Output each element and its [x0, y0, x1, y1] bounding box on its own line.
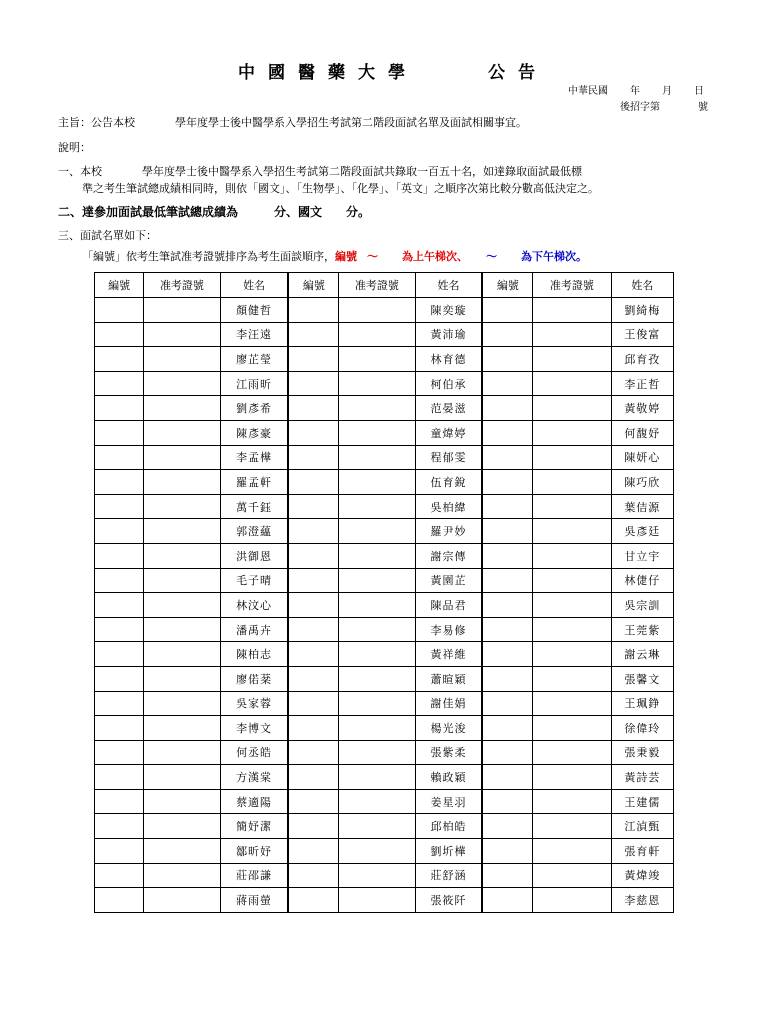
student-name-cell: 甘立宇	[611, 543, 673, 568]
number-cell	[95, 298, 144, 323]
exam-id-cell	[339, 298, 415, 323]
exam-id-cell	[533, 298, 611, 323]
student-name-cell: 陳柏志	[220, 642, 288, 667]
student-name-cell: 廖芷瑩	[220, 347, 288, 372]
number-cell	[482, 519, 532, 544]
exam-id-cell	[339, 445, 415, 470]
number-cell	[95, 888, 144, 913]
student-name-cell: 黃詩芸	[611, 765, 673, 790]
number-cell	[482, 543, 532, 568]
student-name-cell: 謝宗傳	[415, 543, 482, 568]
number-cell	[288, 543, 338, 568]
exam-id-cell	[339, 814, 415, 839]
number-cell	[482, 765, 532, 790]
number-cell	[95, 568, 144, 593]
table-row	[95, 420, 674, 445]
student-name-cell: 吳柏緯	[415, 494, 482, 519]
exam-id-cell	[339, 691, 415, 716]
exam-id-cell	[339, 396, 415, 421]
student-name-cell: 莊舒涵	[415, 863, 482, 888]
exam-id-cell	[533, 519, 611, 544]
student-name-cell: 徐偉玲	[611, 716, 673, 741]
student-name-cell: 何馥妤	[611, 420, 673, 445]
number-cell	[482, 593, 532, 618]
student-name-cell: 王建儒	[611, 789, 673, 814]
number-cell	[482, 420, 532, 445]
table-row	[95, 789, 674, 814]
student-name-cell: 江雨昕	[220, 371, 288, 396]
student-name-cell: 林汶心	[220, 593, 288, 618]
table-row	[95, 543, 674, 568]
exam-id-cell	[144, 298, 220, 323]
student-name-cell: 賴政穎	[415, 765, 482, 790]
exam-id-cell	[533, 789, 611, 814]
number-cell	[288, 445, 338, 470]
student-name-cell: 張秉毅	[611, 740, 673, 765]
university-title: 中國醫藥大學	[238, 63, 418, 83]
exam-id-cell	[339, 568, 415, 593]
student-name-cell: 張筱阡	[415, 888, 482, 913]
number-cell	[95, 765, 144, 790]
exam-id-cell	[339, 888, 415, 913]
student-name-cell: 林倢仔	[611, 568, 673, 593]
exam-id-cell	[533, 593, 611, 618]
exam-id-cell	[144, 642, 220, 667]
exam-id-cell	[339, 420, 415, 445]
exam-id-cell	[533, 617, 611, 642]
number-cell	[95, 420, 144, 445]
student-name-cell: 陳妍心	[611, 445, 673, 470]
number-cell	[288, 420, 338, 445]
exam-id-cell	[533, 470, 611, 495]
student-name-cell: 劉圻樺	[415, 839, 482, 864]
header-number-1: 編號	[95, 273, 144, 298]
student-name-cell: 廖偌棻	[220, 666, 288, 691]
table-row	[95, 593, 674, 618]
table-row	[95, 568, 674, 593]
student-name-cell: 柯伯承	[415, 371, 482, 396]
exam-id-cell	[339, 617, 415, 642]
student-name-cell: 毛子晴	[220, 568, 288, 593]
exam-id-cell	[533, 420, 611, 445]
number-cell	[482, 863, 532, 888]
exam-id-cell	[144, 347, 220, 372]
number-cell	[288, 519, 338, 544]
header-name-3: 姓名	[611, 273, 673, 298]
number-cell	[95, 716, 144, 741]
subject-prefix: 主旨：公告本校	[58, 116, 135, 129]
table-row	[95, 888, 674, 913]
exam-id-cell	[144, 839, 220, 864]
number-cell	[482, 470, 532, 495]
table-row	[95, 691, 674, 716]
exam-id-cell	[339, 494, 415, 519]
table-header-row	[95, 273, 674, 298]
date-day: 日	[694, 86, 704, 97]
number-cell	[288, 617, 338, 642]
student-name-cell: 江湞甄	[611, 814, 673, 839]
student-name-cell: 張育軒	[611, 839, 673, 864]
exam-id-cell	[144, 888, 220, 913]
number-cell	[482, 371, 532, 396]
student-name-cell: 張紫柔	[415, 740, 482, 765]
morning-session: 為上午梯次、	[402, 250, 468, 263]
student-name-cell: 郭澄蘊	[220, 519, 288, 544]
number-cell	[482, 666, 532, 691]
item2-b: 分、國文	[274, 205, 323, 219]
student-name-cell: 鄒昕妤	[220, 839, 288, 864]
exam-id-cell	[533, 691, 611, 716]
student-name-cell: 陳彥豪	[220, 420, 288, 445]
number-cell	[482, 789, 532, 814]
exam-id-cell	[339, 716, 415, 741]
header-number-3: 編號	[482, 273, 532, 298]
number-cell	[95, 789, 144, 814]
number-cell	[288, 888, 338, 913]
exam-id-cell	[144, 445, 220, 470]
exam-id-cell	[144, 543, 220, 568]
order-note: 「編號」依考生筆試准考證號排序為考生面談順序，	[82, 250, 335, 263]
table-row	[95, 716, 674, 741]
number-cell	[482, 716, 532, 741]
afternoon-session: 為下午梯次。	[521, 250, 587, 263]
number-cell	[482, 396, 532, 421]
exam-id-cell	[144, 765, 220, 790]
number-cell	[482, 691, 532, 716]
exam-id-cell	[533, 740, 611, 765]
student-name-cell: 潘禹卉	[220, 617, 288, 642]
number-cell	[288, 347, 338, 372]
table-row	[95, 617, 674, 642]
number-cell	[95, 494, 144, 519]
number-cell	[288, 642, 338, 667]
student-name-cell: 謝云琳	[611, 642, 673, 667]
exam-id-cell	[533, 543, 611, 568]
exam-id-cell	[339, 789, 415, 814]
student-name-cell: 葉佶源	[611, 494, 673, 519]
exam-id-cell	[144, 470, 220, 495]
document-number	[620, 98, 708, 113]
student-name-cell: 伍育銳	[415, 470, 482, 495]
roster-body	[95, 298, 674, 913]
number-cell	[482, 814, 532, 839]
table-row	[95, 666, 674, 691]
number-cell	[288, 322, 338, 347]
order-note-line	[82, 248, 587, 264]
number-cell	[95, 863, 144, 888]
student-name-cell: 王珮錚	[611, 691, 673, 716]
student-name-cell: 李孟樺	[220, 445, 288, 470]
exam-id-cell	[144, 691, 220, 716]
table-row	[95, 347, 674, 372]
exam-id-cell	[533, 568, 611, 593]
exam-id-cell	[144, 814, 220, 839]
number-cell	[95, 470, 144, 495]
number-cell	[95, 642, 144, 667]
student-name-cell: 程郁雯	[415, 445, 482, 470]
student-name-cell: 黃園芷	[415, 568, 482, 593]
student-name-cell: 何丞皓	[220, 740, 288, 765]
item2-a: 二、達參加面試最低筆試總成績為	[58, 205, 239, 219]
student-name-cell: 陳巧欣	[611, 470, 673, 495]
number-cell	[95, 839, 144, 864]
exam-id-cell	[339, 863, 415, 888]
exam-id-cell	[533, 863, 611, 888]
table-row	[95, 519, 674, 544]
student-name-cell: 蔣雨螢	[220, 888, 288, 913]
exam-id-cell	[533, 347, 611, 372]
number-cell	[95, 347, 144, 372]
exam-id-cell	[339, 765, 415, 790]
item-2	[58, 203, 370, 220]
doc-no-prefix: 後招字第	[620, 102, 660, 113]
student-name-cell: 范晏滋	[415, 396, 482, 421]
number-cell	[95, 445, 144, 470]
number-cell	[95, 691, 144, 716]
number-cell	[95, 740, 144, 765]
number-cell	[288, 593, 338, 618]
student-name-cell: 楊光浚	[415, 716, 482, 741]
exam-id-cell	[533, 494, 611, 519]
exam-id-cell	[533, 765, 611, 790]
subject-text: 學年度學士後中醫學系入學招生考試第二階段面試名單及面試相關事宜。	[175, 116, 527, 129]
student-name-cell: 王莞紫	[611, 617, 673, 642]
header-number-2: 編號	[288, 273, 338, 298]
exam-id-cell	[533, 642, 611, 667]
table-row	[95, 863, 674, 888]
announcement-title: 公告	[488, 63, 548, 83]
date-era: 中華民國	[568, 86, 608, 97]
header-name-1: 姓名	[220, 273, 288, 298]
number-cell	[482, 740, 532, 765]
student-name-cell: 萬千鈺	[220, 494, 288, 519]
exam-id-cell	[339, 543, 415, 568]
student-name-cell: 李慈恩	[611, 888, 673, 913]
student-name-cell: 李汪遠	[220, 322, 288, 347]
table-row	[95, 839, 674, 864]
student-name-cell: 羅孟軒	[220, 470, 288, 495]
number-cell	[288, 765, 338, 790]
exam-id-cell	[144, 420, 220, 445]
number-cell	[482, 642, 532, 667]
exam-id-cell	[144, 494, 220, 519]
number-cell	[288, 371, 338, 396]
morning-tilde: ～	[367, 250, 378, 263]
item-3: 三、面試名單如下：	[58, 229, 157, 242]
number-cell	[288, 814, 338, 839]
exam-id-cell	[144, 666, 220, 691]
number-cell	[288, 691, 338, 716]
exam-id-cell	[339, 593, 415, 618]
number-cell	[288, 298, 338, 323]
explain-label: 說明：	[58, 141, 91, 154]
exam-id-cell	[144, 716, 220, 741]
student-name-cell: 吳宗訓	[611, 593, 673, 618]
student-name-cell: 顏健哲	[220, 298, 288, 323]
exam-id-cell	[144, 396, 220, 421]
exam-id-cell	[533, 396, 611, 421]
student-name-cell: 劉彥希	[220, 396, 288, 421]
table-row	[95, 371, 674, 396]
exam-id-cell	[144, 740, 220, 765]
table-row	[95, 322, 674, 347]
number-cell	[95, 519, 144, 544]
exam-id-cell	[144, 371, 220, 396]
doc-no-suffix: 號	[698, 102, 708, 113]
exam-id-cell	[533, 371, 611, 396]
item-1-continued: 準之考生筆試總成績相同時，則依「國文」、「生物學」、「化學」、「英文」之順序次第比較分數高低決定之。	[82, 182, 599, 195]
exam-id-cell	[339, 371, 415, 396]
exam-id-cell	[533, 322, 611, 347]
student-name-cell: 黃敬婷	[611, 396, 673, 421]
student-name-cell: 張馨文	[611, 666, 673, 691]
student-name-cell: 簡妤潔	[220, 814, 288, 839]
student-name-cell: 李易修	[415, 617, 482, 642]
exam-id-cell	[533, 814, 611, 839]
student-name-cell: 吳彥廷	[611, 519, 673, 544]
student-name-cell: 黃煒竣	[611, 863, 673, 888]
table-row	[95, 396, 674, 421]
number-cell	[482, 298, 532, 323]
table-row	[95, 494, 674, 519]
exam-id-cell	[533, 839, 611, 864]
exam-id-cell	[144, 519, 220, 544]
header-exam-id-3: 准考證號	[533, 273, 611, 298]
exam-id-cell	[339, 470, 415, 495]
student-name-cell: 陳奕璇	[415, 298, 482, 323]
number-cell	[482, 617, 532, 642]
number-cell	[95, 371, 144, 396]
number-cell	[95, 617, 144, 642]
table-row	[95, 445, 674, 470]
student-name-cell: 黃沛瑜	[415, 322, 482, 347]
exam-id-cell	[144, 863, 220, 888]
number-cell	[288, 470, 338, 495]
student-name-cell: 邱育孜	[611, 347, 673, 372]
student-name-cell: 謝佳娟	[415, 691, 482, 716]
exam-id-cell	[533, 666, 611, 691]
header-exam-id-2: 准考證號	[339, 273, 415, 298]
student-name-cell: 吳家蓉	[220, 691, 288, 716]
student-name-cell: 蔡適陽	[220, 789, 288, 814]
morning-label: 編號	[335, 250, 357, 263]
number-cell	[482, 568, 532, 593]
number-cell	[95, 666, 144, 691]
student-name-cell: 劉綺梅	[611, 298, 673, 323]
student-name-cell: 洪御恩	[220, 543, 288, 568]
exam-id-cell	[144, 593, 220, 618]
afternoon-tilde: ～	[486, 250, 497, 263]
table-row	[95, 814, 674, 839]
student-name-cell: 童煒婷	[415, 420, 482, 445]
number-cell	[288, 863, 338, 888]
table-row	[95, 765, 674, 790]
number-cell	[482, 347, 532, 372]
exam-id-cell	[533, 716, 611, 741]
exam-id-cell	[144, 789, 220, 814]
student-name-cell: 陳品君	[415, 593, 482, 618]
student-name-cell: 王俊富	[611, 322, 673, 347]
student-name-cell: 李正哲	[611, 371, 673, 396]
exam-id-cell	[339, 347, 415, 372]
header-exam-id-1: 准考證號	[144, 273, 220, 298]
number-cell	[482, 445, 532, 470]
student-name-cell: 蕭暄穎	[415, 666, 482, 691]
interview-roster-table	[94, 272, 674, 913]
exam-id-cell	[144, 617, 220, 642]
item1-text: 學年度學士後中醫學系入學招生考試第二階段面試共錄取一百五十名，如達錄取面試最低標	[142, 165, 582, 178]
number-cell	[482, 839, 532, 864]
number-cell	[482, 494, 532, 519]
date-year: 年	[630, 86, 640, 97]
number-cell	[288, 740, 338, 765]
number-cell	[95, 814, 144, 839]
number-cell	[288, 666, 338, 691]
date-month: 月	[662, 86, 672, 97]
exam-id-cell	[339, 642, 415, 667]
exam-id-cell	[339, 839, 415, 864]
header-name-2: 姓名	[415, 273, 482, 298]
item2-c: 分。	[346, 205, 371, 219]
number-cell	[95, 322, 144, 347]
number-cell	[482, 322, 532, 347]
table-row	[95, 642, 674, 667]
student-name-cell: 羅尹妙	[415, 519, 482, 544]
table-row	[95, 470, 674, 495]
number-cell	[95, 593, 144, 618]
student-name-cell: 姜星羽	[415, 789, 482, 814]
item1-prefix: 一、本校	[58, 165, 102, 178]
table-row	[95, 298, 674, 323]
student-name-cell: 方漢棠	[220, 765, 288, 790]
student-name-cell: 林育德	[415, 347, 482, 372]
number-cell	[288, 839, 338, 864]
student-name-cell: 邱柏皓	[415, 814, 482, 839]
student-name-cell: 莊邵謙	[220, 863, 288, 888]
subject-line	[58, 114, 527, 130]
exam-id-cell	[339, 519, 415, 544]
number-cell	[288, 396, 338, 421]
number-cell	[95, 396, 144, 421]
exam-id-cell	[339, 740, 415, 765]
number-cell	[482, 888, 532, 913]
number-cell	[288, 568, 338, 593]
exam-id-cell	[533, 445, 611, 470]
exam-id-cell	[144, 322, 220, 347]
student-name-cell: 李博文	[220, 716, 288, 741]
student-name-cell: 黃祥維	[415, 642, 482, 667]
exam-id-cell	[533, 888, 611, 913]
item-1	[58, 163, 582, 179]
exam-id-cell	[339, 666, 415, 691]
number-cell	[288, 716, 338, 741]
exam-id-cell	[339, 322, 415, 347]
exam-id-cell	[144, 568, 220, 593]
number-cell	[288, 789, 338, 814]
number-cell	[95, 543, 144, 568]
date-line	[568, 82, 704, 97]
table-row	[95, 740, 674, 765]
number-cell	[288, 494, 338, 519]
